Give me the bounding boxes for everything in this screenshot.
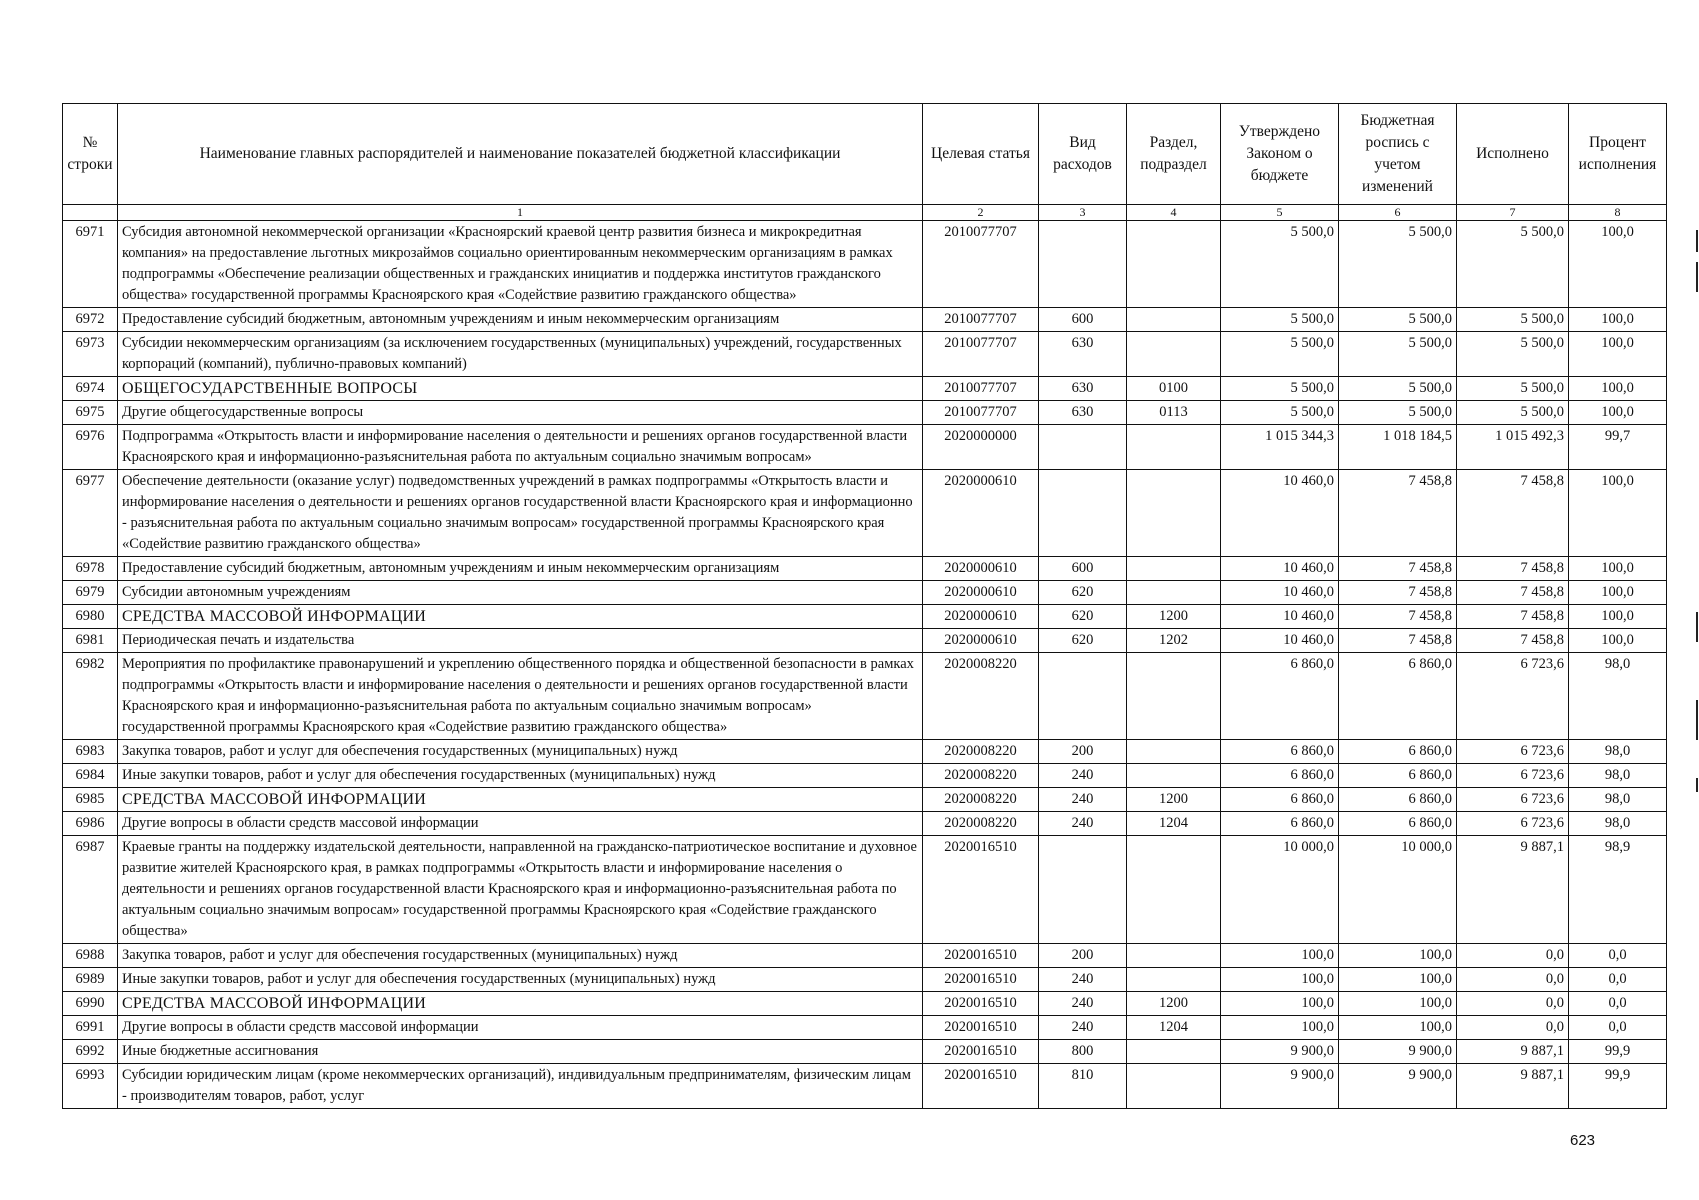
expense-type: 620	[1039, 629, 1127, 653]
schedule-amount: 5 500,0	[1339, 221, 1457, 308]
target-article: 2020000000	[923, 425, 1039, 470]
row-name: Подпрограмма «Открытость власти и информирование населения о деятельности и решениях органов государственной власти Красноярского края и информационно-разъяснительная работа по актуальным социально значимым вопросам»	[118, 425, 923, 470]
execution-percent: 100,0	[1569, 377, 1667, 401]
target-article: 2020000610	[923, 470, 1039, 557]
expense-type: 200	[1039, 740, 1127, 764]
margin-scan-mark	[1696, 262, 1698, 292]
row-number: 6976	[63, 425, 118, 470]
expense-type: 200	[1039, 944, 1127, 968]
section-code: 1204	[1127, 1016, 1221, 1040]
schedule-amount: 6 860,0	[1339, 812, 1457, 836]
row-name: Другие общегосударственные вопросы	[118, 401, 923, 425]
budget-table-sheet	[62, 103, 1667, 1109]
row-name: Краевые гранты на поддержку издательской деятельности, направленной на гражданско-патриотическое воспитание и духовное развитие жителей Красноярского края, в рамках подпрограммы «Открытость власти и информирование населения о деятельности и решениях органов государственной власти Красноярского края и информационно-разъяснительная работа по актуальным социально значимым вопросам» государственной программы Красноярского края «Содействие гражданского общества»	[118, 836, 923, 944]
table-row	[63, 629, 1667, 653]
execution-percent: 0,0	[1569, 1016, 1667, 1040]
approved-amount: 5 500,0	[1221, 221, 1339, 308]
target-article: 2010077707	[923, 332, 1039, 377]
executed-amount: 5 500,0	[1457, 308, 1569, 332]
row-number: 6974	[63, 377, 118, 401]
row-number: 6993	[63, 1064, 118, 1109]
target-article: 2020008220	[923, 653, 1039, 740]
executed-amount: 0,0	[1457, 968, 1569, 992]
section-code: 1200	[1127, 605, 1221, 629]
header-row	[63, 104, 1667, 205]
table-row	[63, 377, 1667, 401]
executed-amount: 7 458,8	[1457, 470, 1569, 557]
target-article: 2020000610	[923, 581, 1039, 605]
row-number: 6973	[63, 332, 118, 377]
row-number: 6984	[63, 764, 118, 788]
execution-percent: 100,0	[1569, 581, 1667, 605]
executed-amount: 9 887,1	[1457, 1064, 1569, 1109]
execution-percent: 99,9	[1569, 1040, 1667, 1064]
executed-amount: 7 458,8	[1457, 557, 1569, 581]
margin-scan-mark	[1696, 778, 1698, 792]
section-code	[1127, 425, 1221, 470]
target-article: 2010077707	[923, 221, 1039, 308]
column-number-row	[63, 205, 1667, 221]
schedule-amount: 5 500,0	[1339, 377, 1457, 401]
row-number: 6985	[63, 788, 118, 812]
margin-scan-mark	[1696, 700, 1698, 740]
section-code	[1127, 653, 1221, 740]
row-name: Субсидии некоммерческим организациям (за исключением государственных (муниципальных) учреждений, государственных корпораций (компаний), публично-правовых компаний)	[118, 332, 923, 377]
column-number: 2	[923, 205, 1039, 221]
col-header-name: Наименование главных распорядителей и наименование показателей бюджетной классификации	[118, 104, 923, 205]
row-name: Предоставление субсидий бюджетным, автономным учреждениям и иным некоммерческим организациям	[118, 308, 923, 332]
execution-percent: 98,0	[1569, 653, 1667, 740]
target-article: 2010077707	[923, 377, 1039, 401]
approved-amount: 6 860,0	[1221, 740, 1339, 764]
execution-percent: 100,0	[1569, 308, 1667, 332]
approved-amount: 5 500,0	[1221, 401, 1339, 425]
schedule-amount: 100,0	[1339, 944, 1457, 968]
row-name: Мероприятия по профилактике правонарушений и укреплению общественного порядка и общественной безопасности в рамках подпрограммы «Открытость власти и информирование населения о деятельности и решениях органов государственной власти Красноярского края и информационно-разъяснительная работа по актуальным социально значимым вопросам» государственной программы Красноярского края «Содействие развитию гражданского общества»	[118, 653, 923, 740]
expense-type: 600	[1039, 308, 1127, 332]
section-code	[1127, 1040, 1221, 1064]
row-name: СРЕДСТВА МАССОВОЙ ИНФОРМАЦИИ	[118, 605, 923, 629]
executed-amount: 5 500,0	[1457, 332, 1569, 377]
expense-type: 620	[1039, 605, 1127, 629]
expense-type: 630	[1039, 401, 1127, 425]
section-code: 1200	[1127, 992, 1221, 1016]
approved-amount: 5 500,0	[1221, 308, 1339, 332]
row-name: Обеспечение деятельности (оказание услуг) подведомственных учреждений в рамках подпрограммы «Открытость власти и информирование населения о деятельности и решениях органов государственной власти Красноярского края и информационно - разъяснительная работа по актуальным социально значимым вопросам» государственной программы Красноярского края «Содействие развитию гражданского общества»	[118, 470, 923, 557]
execution-percent: 100,0	[1569, 605, 1667, 629]
schedule-amount: 6 860,0	[1339, 764, 1457, 788]
expense-type	[1039, 470, 1127, 557]
target-article: 2010077707	[923, 308, 1039, 332]
table-row	[63, 836, 1667, 944]
table-body	[63, 221, 1667, 1109]
table-row	[63, 581, 1667, 605]
execution-percent: 98,0	[1569, 788, 1667, 812]
table-row	[63, 992, 1667, 1016]
target-article: 2020016510	[923, 1040, 1039, 1064]
target-article: 2020016510	[923, 992, 1039, 1016]
schedule-amount: 100,0	[1339, 992, 1457, 1016]
section-code: 1202	[1127, 629, 1221, 653]
margin-scan-mark	[1696, 230, 1698, 252]
approved-amount: 100,0	[1221, 944, 1339, 968]
expense-type: 620	[1039, 581, 1127, 605]
col-header-num: № строки	[63, 104, 118, 205]
target-article: 2020008220	[923, 812, 1039, 836]
schedule-amount: 100,0	[1339, 968, 1457, 992]
schedule-amount: 7 458,8	[1339, 581, 1457, 605]
section-code	[1127, 221, 1221, 308]
column-number: 1	[118, 205, 923, 221]
row-number: 6982	[63, 653, 118, 740]
target-article: 2020016510	[923, 944, 1039, 968]
expense-type	[1039, 221, 1127, 308]
approved-amount: 100,0	[1221, 992, 1339, 1016]
approved-amount: 5 500,0	[1221, 377, 1339, 401]
table-row	[63, 1064, 1667, 1109]
approved-amount: 5 500,0	[1221, 332, 1339, 377]
approved-amount: 6 860,0	[1221, 812, 1339, 836]
section-code	[1127, 332, 1221, 377]
row-number: 6991	[63, 1016, 118, 1040]
row-number: 6987	[63, 836, 118, 944]
execution-percent: 99,7	[1569, 425, 1667, 470]
row-name: Закупка товаров, работ и услуг для обеспечения государственных (муниципальных) нужд	[118, 740, 923, 764]
approved-amount: 1 015 344,3	[1221, 425, 1339, 470]
execution-percent: 100,0	[1569, 401, 1667, 425]
schedule-amount: 1 018 184,5	[1339, 425, 1457, 470]
target-article: 2020016510	[923, 836, 1039, 944]
schedule-amount: 100,0	[1339, 1016, 1457, 1040]
column-number: 8	[1569, 205, 1667, 221]
col-header-schedule: Бюджетная роспись с учетом изменений	[1339, 104, 1457, 205]
row-number: 6972	[63, 308, 118, 332]
execution-percent: 100,0	[1569, 470, 1667, 557]
expense-type: 810	[1039, 1064, 1127, 1109]
table-row	[63, 740, 1667, 764]
execution-percent: 100,0	[1569, 557, 1667, 581]
budget-execution-table	[62, 103, 1667, 1109]
target-article: 2020016510	[923, 1016, 1039, 1040]
execution-percent: 99,9	[1569, 1064, 1667, 1109]
schedule-amount: 6 860,0	[1339, 740, 1457, 764]
row-name: Предоставление субсидий бюджетным, автономным учреждениям и иным некоммерческим организациям	[118, 557, 923, 581]
row-name: Закупка товаров, работ и услуг для обеспечения государственных (муниципальных) нужд	[118, 944, 923, 968]
section-code	[1127, 968, 1221, 992]
table-row	[63, 425, 1667, 470]
row-number: 6975	[63, 401, 118, 425]
schedule-amount: 9 900,0	[1339, 1064, 1457, 1109]
expense-type: 630	[1039, 332, 1127, 377]
execution-percent: 98,9	[1569, 836, 1667, 944]
column-number: 3	[1039, 205, 1127, 221]
target-article: 2020008220	[923, 740, 1039, 764]
section-code: 0113	[1127, 401, 1221, 425]
target-article: 2020016510	[923, 1064, 1039, 1109]
row-number: 6978	[63, 557, 118, 581]
approved-amount: 100,0	[1221, 1016, 1339, 1040]
row-name: Периодическая печать и издательства	[118, 629, 923, 653]
target-article: 2020008220	[923, 788, 1039, 812]
row-name: Субсидии автономным учреждениям	[118, 581, 923, 605]
executed-amount: 5 500,0	[1457, 377, 1569, 401]
target-article: 2020000610	[923, 605, 1039, 629]
executed-amount: 5 500,0	[1457, 221, 1569, 308]
col-header-approved: Утверждено Законом о бюджете	[1221, 104, 1339, 205]
section-code	[1127, 581, 1221, 605]
approved-amount: 10 460,0	[1221, 629, 1339, 653]
section-code: 1200	[1127, 788, 1221, 812]
section-code	[1127, 944, 1221, 968]
target-article: 2020016510	[923, 968, 1039, 992]
row-number: 6977	[63, 470, 118, 557]
row-number: 6988	[63, 944, 118, 968]
schedule-amount: 7 458,8	[1339, 470, 1457, 557]
executed-amount: 7 458,8	[1457, 581, 1569, 605]
executed-amount: 0,0	[1457, 944, 1569, 968]
execution-percent: 100,0	[1569, 332, 1667, 377]
approved-amount: 10 460,0	[1221, 605, 1339, 629]
row-number: 6980	[63, 605, 118, 629]
table-row	[63, 1040, 1667, 1064]
row-number: 6986	[63, 812, 118, 836]
expense-type: 240	[1039, 812, 1127, 836]
row-name: Иные закупки товаров, работ и услуг для обеспечения государственных (муниципальных) нужд	[118, 968, 923, 992]
schedule-amount: 7 458,8	[1339, 605, 1457, 629]
expense-type	[1039, 653, 1127, 740]
col-header-executed: Исполнено	[1457, 104, 1569, 205]
table-row	[63, 788, 1667, 812]
execution-percent: 0,0	[1569, 968, 1667, 992]
approved-amount: 9 900,0	[1221, 1064, 1339, 1109]
table-row	[63, 764, 1667, 788]
table-row	[63, 557, 1667, 581]
executed-amount: 0,0	[1457, 992, 1569, 1016]
execution-percent: 98,0	[1569, 812, 1667, 836]
executed-amount: 6 723,6	[1457, 740, 1569, 764]
col-header-section: Раздел, подраздел	[1127, 104, 1221, 205]
executed-amount: 9 887,1	[1457, 836, 1569, 944]
approved-amount: 6 860,0	[1221, 764, 1339, 788]
row-number: 6989	[63, 968, 118, 992]
approved-amount: 10 460,0	[1221, 557, 1339, 581]
row-number: 6981	[63, 629, 118, 653]
row-number: 6983	[63, 740, 118, 764]
section-code	[1127, 836, 1221, 944]
section-code	[1127, 740, 1221, 764]
target-article: 2020000610	[923, 629, 1039, 653]
table-row	[63, 308, 1667, 332]
section-code	[1127, 308, 1221, 332]
row-name: Другие вопросы в области средств массовой информации	[118, 1016, 923, 1040]
expense-type: 240	[1039, 764, 1127, 788]
section-code	[1127, 557, 1221, 581]
schedule-amount: 10 000,0	[1339, 836, 1457, 944]
table-row	[63, 812, 1667, 836]
row-number: 6990	[63, 992, 118, 1016]
executed-amount: 7 458,8	[1457, 605, 1569, 629]
row-name: Субсидии юридическим лицам (кроме некоммерческих организаций), индивидуальным предпринимателям, физическим лицам - производителям товаров, работ, услуг	[118, 1064, 923, 1109]
executed-amount: 0,0	[1457, 1016, 1569, 1040]
expense-type	[1039, 836, 1127, 944]
approved-amount: 10 460,0	[1221, 581, 1339, 605]
execution-percent: 0,0	[1569, 992, 1667, 1016]
approved-amount: 10 460,0	[1221, 470, 1339, 557]
expense-type	[1039, 425, 1127, 470]
table-row	[63, 221, 1667, 308]
column-number	[63, 205, 118, 221]
table-row	[63, 470, 1667, 557]
target-article: 2020000610	[923, 557, 1039, 581]
expense-type: 240	[1039, 968, 1127, 992]
page-number: 623	[1570, 1132, 1596, 1149]
expense-type: 600	[1039, 557, 1127, 581]
table-row	[63, 653, 1667, 740]
row-name: ОБЩЕГОСУДАРСТВЕННЫЕ ВОПРОСЫ	[118, 377, 923, 401]
schedule-amount: 7 458,8	[1339, 629, 1457, 653]
schedule-amount: 7 458,8	[1339, 557, 1457, 581]
table-row	[63, 944, 1667, 968]
expense-type: 240	[1039, 788, 1127, 812]
executed-amount: 6 723,6	[1457, 788, 1569, 812]
column-number: 6	[1339, 205, 1457, 221]
expense-type: 240	[1039, 992, 1127, 1016]
expense-type: 240	[1039, 1016, 1127, 1040]
schedule-amount: 5 500,0	[1339, 332, 1457, 377]
section-code	[1127, 1064, 1221, 1109]
row-name: Иные закупки товаров, работ и услуг для обеспечения государственных (муниципальных) нужд	[118, 764, 923, 788]
col-header-percent: Процент исполнения	[1569, 104, 1667, 205]
table-row	[63, 605, 1667, 629]
column-number: 5	[1221, 205, 1339, 221]
row-name: Субсидия автономной некоммерческой организации «Красноярский краевой центр развития бизнеса и микрокредитная компания» на предоставление льготных микрозаймов социально ориентированным некоммерческим организациям в рамках подпрограммы «Обеспечение реализации общественных и гражданских инициатив и поддержка институтов гражданского общества» государственной программы Красноярского края «Содействие развитию гражданского общества»	[118, 221, 923, 308]
execution-percent: 98,0	[1569, 740, 1667, 764]
execution-percent: 100,0	[1569, 629, 1667, 653]
col-header-target: Целевая статья	[923, 104, 1039, 205]
approved-amount: 6 860,0	[1221, 788, 1339, 812]
row-name: СРЕДСТВА МАССОВОЙ ИНФОРМАЦИИ	[118, 788, 923, 812]
approved-amount: 10 000,0	[1221, 836, 1339, 944]
table-row	[63, 401, 1667, 425]
schedule-amount: 6 860,0	[1339, 788, 1457, 812]
margin-scan-mark	[1696, 612, 1698, 642]
table-row	[63, 332, 1667, 377]
schedule-amount: 6 860,0	[1339, 653, 1457, 740]
schedule-amount: 5 500,0	[1339, 401, 1457, 425]
table-row	[63, 1016, 1667, 1040]
table-row	[63, 968, 1667, 992]
row-number: 6971	[63, 221, 118, 308]
executed-amount: 9 887,1	[1457, 1040, 1569, 1064]
section-code	[1127, 764, 1221, 788]
row-number: 6979	[63, 581, 118, 605]
executed-amount: 6 723,6	[1457, 653, 1569, 740]
execution-percent: 100,0	[1569, 221, 1667, 308]
approved-amount: 6 860,0	[1221, 653, 1339, 740]
row-name: СРЕДСТВА МАССОВОЙ ИНФОРМАЦИИ	[118, 992, 923, 1016]
schedule-amount: 9 900,0	[1339, 1040, 1457, 1064]
section-code: 0100	[1127, 377, 1221, 401]
execution-percent: 0,0	[1569, 944, 1667, 968]
schedule-amount: 5 500,0	[1339, 308, 1457, 332]
approved-amount: 100,0	[1221, 968, 1339, 992]
section-code: 1204	[1127, 812, 1221, 836]
target-article: 2010077707	[923, 401, 1039, 425]
executed-amount: 6 723,6	[1457, 764, 1569, 788]
executed-amount: 7 458,8	[1457, 629, 1569, 653]
row-number: 6992	[63, 1040, 118, 1064]
row-name: Иные бюджетные ассигнования	[118, 1040, 923, 1064]
execution-percent: 98,0	[1569, 764, 1667, 788]
executed-amount: 6 723,6	[1457, 812, 1569, 836]
section-code	[1127, 470, 1221, 557]
expense-type: 800	[1039, 1040, 1127, 1064]
executed-amount: 1 015 492,3	[1457, 425, 1569, 470]
expense-type: 630	[1039, 377, 1127, 401]
target-article: 2020008220	[923, 764, 1039, 788]
executed-amount: 5 500,0	[1457, 401, 1569, 425]
row-name: Другие вопросы в области средств массовой информации	[118, 812, 923, 836]
col-header-type: Вид расходов	[1039, 104, 1127, 205]
column-number: 7	[1457, 205, 1569, 221]
approved-amount: 9 900,0	[1221, 1040, 1339, 1064]
column-number: 4	[1127, 205, 1221, 221]
